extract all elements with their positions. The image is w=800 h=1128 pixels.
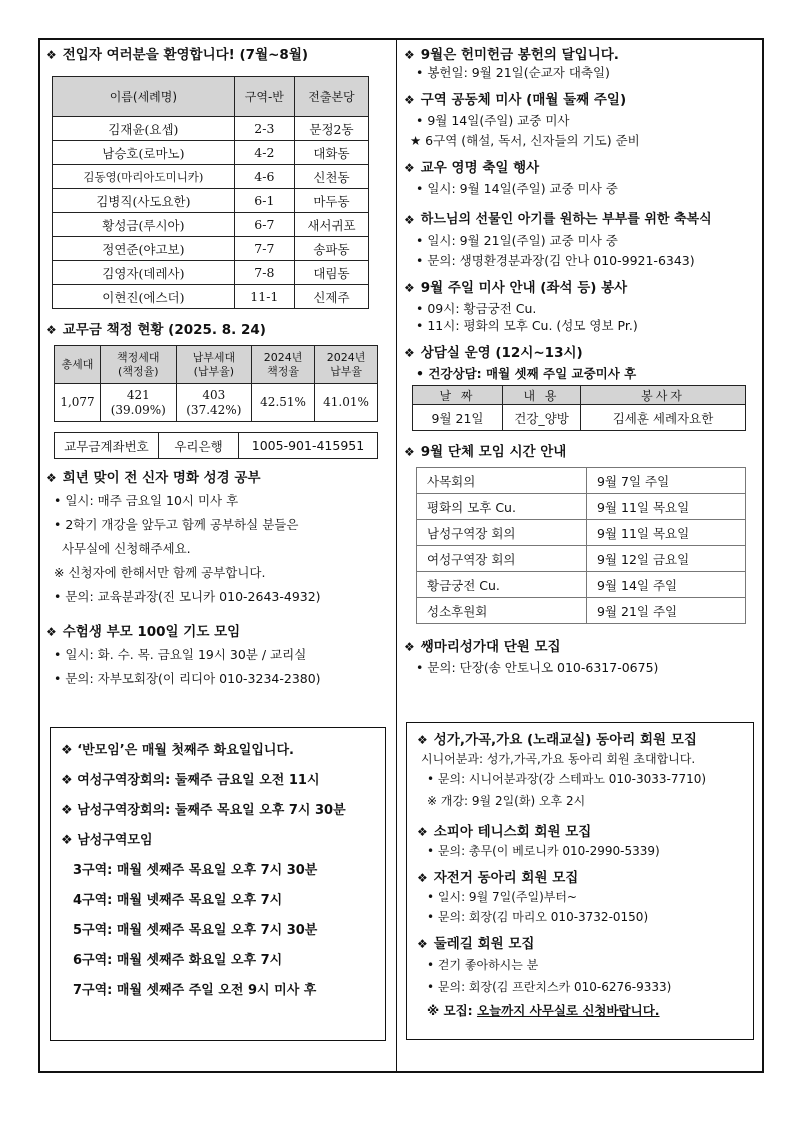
table-header: 2024년 납부율 <box>315 346 378 384</box>
choir-heading: ❖ 쌩마리성가대 단원 모집 <box>404 639 561 655</box>
table-row: 사목회의 9월 7일 주일 <box>417 468 746 494</box>
diamond-icon: ❖ <box>46 323 57 337</box>
district-item: 4구역: 매월 넷째주 목요일 오후 7시 <box>73 893 283 908</box>
diamond-icon: ❖ <box>417 733 428 747</box>
dues-heading: ❖ 교무금 책정 현황 (2025. 8. 24) <box>46 322 266 338</box>
diamond-icon: ❖ <box>404 346 415 360</box>
account-table <box>54 432 378 459</box>
counsel-heading: ❖ 상담실 운영 (12시~13시) <box>404 345 583 361</box>
column-divider <box>396 38 397 1073</box>
diamond-icon: ❖ <box>404 213 415 227</box>
table-header: 2024년 책정율 <box>252 346 315 384</box>
table-row: 9월 21일 건강_양방 김세훈 세례자요한 <box>413 405 746 431</box>
table-row: 이현진(에스더) 11-1 신제주 <box>53 285 369 309</box>
diamond-icon: ❖ <box>61 803 78 818</box>
table-header: 책정세대 (책정율) <box>101 346 177 384</box>
walk-heading: ❖ 둘레길 회원 모집 <box>417 936 535 952</box>
table-row: 김영자(데레사) 7-8 대림동 <box>53 261 369 285</box>
district-item: 7구역: 매월 셋째주 주일 오전 9시 미사 후 <box>73 983 317 998</box>
bible-study-body: • 일시: 매주 금요일 10시 미사 후 • 2학기 개강을 앞두고 함께 공부하실 분들은 사무실에 신청해주세요. ※ 신청자에 한해서만 함께 공부합니다. • 문의: 교육분과장(진 모니카 010-2643-4932) <box>54 493 321 604</box>
exam-prayer-body: • 일시: 화. 수. 목. 금요일 19시 30분 / 교리실 • 문의: 자부모회장(이 리디아 010-3234-2380) <box>54 647 321 686</box>
table-row: 남성구역장 회의 9월 11일 목요일 <box>417 520 746 546</box>
diamond-icon: ❖ <box>404 640 415 654</box>
blessing-heading: ❖ 하느님의 선물인 아기를 원하는 부부를 위한 축복식 <box>404 212 712 227</box>
service-heading: ❖ 9월 주일 미사 안내 (좌석 등) 봉사 <box>404 280 628 296</box>
table-row: 1,077 421 (39.09%) 403 (37.42%) 42.51% 41.01% <box>55 384 378 422</box>
table-header: 전출본당 <box>294 77 368 117</box>
offering-heading: ❖ 9월은 헌미헌금 봉헌의 달입니다. <box>404 47 619 63</box>
diamond-icon: ❖ <box>46 625 57 639</box>
meetings-box <box>50 727 386 1041</box>
tennis-heading: ❖ 소피아 테니스회 회원 모집 <box>417 824 592 840</box>
diamond-icon: ❖ <box>61 773 78 788</box>
table-header: 내 용 <box>503 386 581 405</box>
diamond-icon: ❖ <box>46 48 57 62</box>
diamond-icon: ❖ <box>404 445 415 459</box>
district-item: 5구역: 매월 셋째주 목요일 오후 7시 30분 <box>73 923 318 938</box>
meeting-item: ❖ 남성구역장회의: 둘째주 목요일 오후 7시 30분 <box>61 803 346 818</box>
diamond-icon: ❖ <box>417 871 428 885</box>
counsel-table <box>412 385 746 431</box>
table-row: 평화의 모후 Cu. 9월 11일 목요일 <box>417 494 746 520</box>
club-heading: ❖ 성가,가곡,가요 (노래교실) 동아리 회원 모집 <box>417 732 697 748</box>
table-header: 날 짜 <box>413 386 503 405</box>
diamond-icon: ❖ <box>404 281 415 295</box>
table-row: 정연준(야고보) 7-7 송파동 <box>53 237 369 261</box>
table-header: 이름(세례명) <box>53 77 235 117</box>
table-row: 황성금(루시아) 6-7 새서귀포 <box>53 213 369 237</box>
table-row: 김동영(마리아도미니카) 4-6 신천동 <box>53 165 369 189</box>
right-column: ❖ 9월은 헌미헌금 봉헌의 달입니다. • 봉헌일: 9월 21일(순교자 대축일) ❖ 구역 공동체 미사 (매월 둘째 주일) • 9월 14일(주일) 교중 미사 ★ 6구역 (해설, 독서, 신자들의 기도) 준비 ❖ 교우 영명 축일 행사 • 일시: 9월 14일(주일) 교중 미사 중 ❖ 하느님의 선물인 아기를 원하는 부부를 위한 축복식 • 일시: 9월 21일(주일) 교중 미사 중 • 문의: 생명환경분과장(김 안나 010-9921-6343) ❖ 9월 주일 미사 안내 (좌석 등) 봉사 • 09시: 황금궁전 Cu. • 11시: 평화의 모후 Cu. (성모 영보 Pr.) ❖ 상담실 운영 (12시~13시) • 건강상담: 매월 셋째 주일 교중미사 후 날 짜 내 용 봉사자 9월 21일 건강_양방 김세훈 세례자요한 ❖ 9월 단체 모임 시간 안내 사목회의 9월 7일 주일 평화의 모후 Cu. 9월 11일 목요일 남성구역장 회의 9월 11일 목요일 여성구역장 회의 9월 12일 금요일 황금궁전 Cu. 9월 14일 주일 성소후원회 9월 21일 주일 ❖ 쌩마리성가대 단원 모집 • 문의: 단장(송 안토니오 010-6317-0675) <box>404 40 760 676</box>
feast-heading: ❖ 교우 영명 축일 행사 <box>404 160 540 176</box>
newcomers-table <box>52 76 369 309</box>
bike-heading: ❖ 자전거 동아리 회원 모집 <box>417 870 579 886</box>
table-header: 총세대 <box>55 346 101 384</box>
table-row: 교무금계좌번호 우리은행 1005-901-415951 <box>55 433 378 459</box>
left-column <box>46 40 388 691</box>
diamond-icon: ❖ <box>417 825 428 839</box>
table-row: 김병직(사도요한) 6-1 마두동 <box>53 189 369 213</box>
diamond-icon: ❖ <box>404 48 415 62</box>
diamond-icon: ❖ <box>404 161 415 175</box>
table-header: 구역-반 <box>234 77 294 117</box>
bible-study-heading: ❖ 희년 맞이 전 신자 명화 성경 공부 <box>46 470 261 486</box>
table-row: 남승호(로마노) 4-2 대화동 <box>53 141 369 165</box>
table-header: 납부세대 (납부율) <box>176 346 252 384</box>
newcomers-heading: ❖ 전입자 여러분을 환영합니다! (7월~8월) <box>46 47 309 63</box>
diamond-icon: ❖ <box>417 937 428 951</box>
meeting-item: ❖ 남성구역모임 <box>61 833 153 848</box>
groups-heading: ❖ 9월 단체 모임 시간 안내 <box>404 444 567 460</box>
table-row: 성소후원회 9월 21일 주일 <box>417 598 746 624</box>
meeting-item: ❖ ‘반모임’은 매월 첫째주 화요일입니다. <box>61 743 294 758</box>
table-row: 여성구역장 회의 9월 12일 금요일 <box>417 546 746 572</box>
diamond-icon: ❖ <box>404 93 415 107</box>
table-row: 김재윤(요셉) 2-3 문정2동 <box>53 117 369 141</box>
community-mass-heading: ❖ 구역 공동체 미사 (매월 둘째 주일) <box>404 92 627 108</box>
clubs-box: ❖ 성가,가곡,가요 (노래교실) 동아리 회원 모집 시니어분과: 성가,가곡,가요 동아리 회원 초대합니다. • 문의: 시니어분과장(강 스테파노 010-3033-7710) ※ 개강: 9월 2일(화) 오후 2시 ❖ 소피아 테니스회 회원 모집 • 문의: 총무(이 베로니카 010-2990-5339) ❖ 자전거 동아리 회원 모집 • 일시: 9월 7일(주일)부터~ • 문의: 회장(김 마리오 010-3732-0150) ❖ 둘레길 회원 모집 • 걷기 좋아하시는 분 • 문의: 회장(김 프란치스카 010-6276-9333) ※ 모집: 오늘까지 사무실로 신청바랍니다. <box>406 722 754 1040</box>
recruit-notice: ※ 모집: 오늘까지 사무실로 신청바랍니다. <box>427 1003 660 1018</box>
diamond-icon: ❖ <box>46 471 57 485</box>
diamond-icon: ❖ <box>61 743 78 758</box>
table-row: 황금궁전 Cu. 9월 14일 주일 <box>417 572 746 598</box>
groups-table <box>416 467 746 624</box>
district-item: 3구역: 매월 셋째주 목요일 오후 7시 30분 <box>73 863 318 878</box>
table-header: 봉사자 <box>581 386 746 405</box>
dues-table <box>54 345 378 422</box>
district-item: 6구역: 매월 셋째주 화요일 오후 7시 <box>73 953 283 968</box>
diamond-icon: ❖ <box>61 833 78 848</box>
meeting-item: ❖ 여성구역장회의: 둘째주 금요일 오전 11시 <box>61 773 320 788</box>
exam-prayer-heading: ❖ 수험생 부모 100일 기도 모임 <box>46 624 241 640</box>
